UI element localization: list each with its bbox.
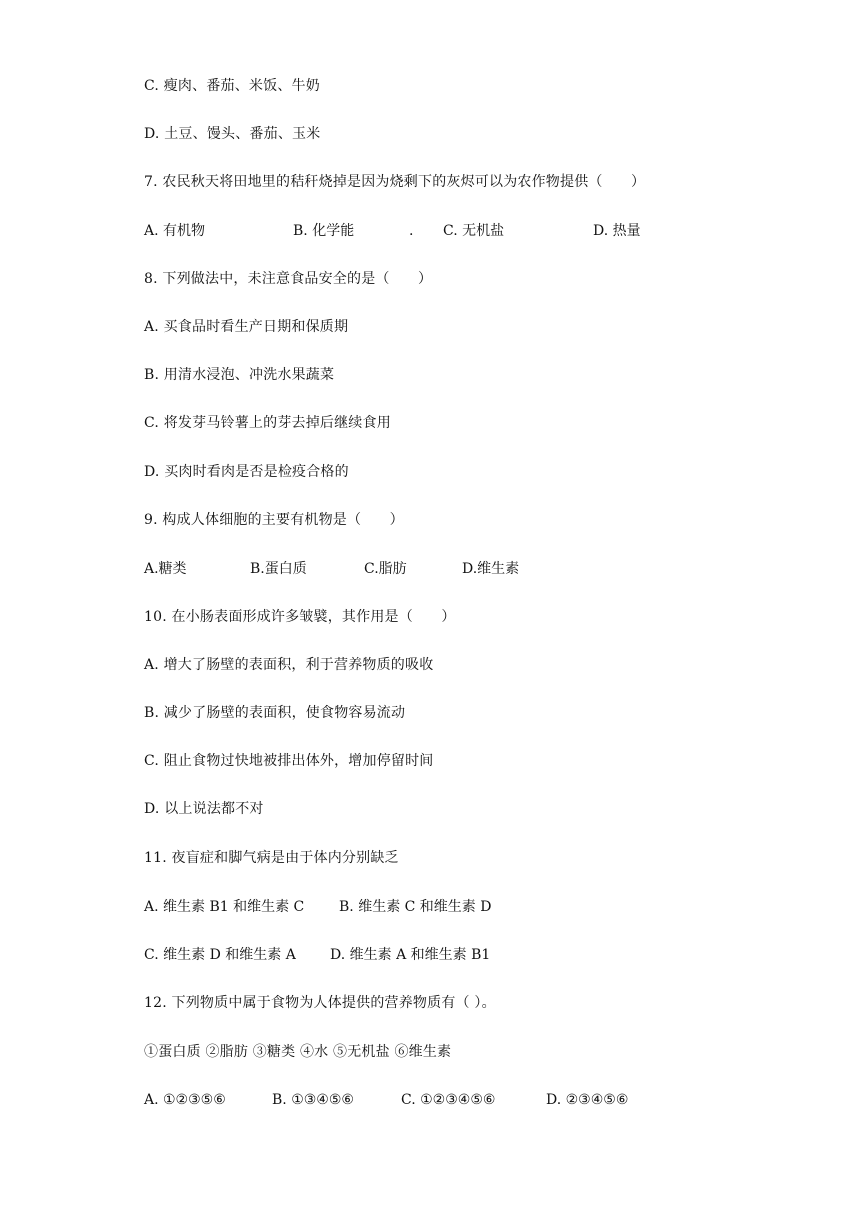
q6-option-d: D. 土豆、馒头、番茄、玉米: [144, 126, 321, 142]
q9-option-d: D.维生素: [462, 561, 520, 577]
q8-option-b: B. 用清水浸泡、冲洗水果蔬菜: [144, 367, 335, 383]
question-7: 7. 农民秋天将田地里的秸秆烧掉是因为烧剩下的灰烬可以为农作物提供（ ）: [144, 174, 646, 190]
q11-option-a: A. 维生素 B1 和维生素 C: [144, 899, 305, 915]
q8-option-d: D. 买肉时看肉是否是检疫合格的: [144, 464, 349, 480]
q11-option-c: C. 维生素 D 和维生素 A: [144, 947, 296, 963]
q10-option-d: D. 以上说法都不对: [144, 801, 264, 817]
q9-option-b: B.蛋白质: [250, 561, 307, 577]
question-9: 9. 构成人体细胞的主要有机物是（ ）: [144, 512, 404, 528]
q12-option-b: B. ①③④⑤⑥: [272, 1092, 354, 1108]
q7-dot: .: [409, 223, 414, 239]
q8-option-c: C. 将发芽马铃薯上的芽去掉后继续食用: [144, 415, 391, 431]
question-11: 11. 夜盲症和脚气病是由于体内分别缺乏: [144, 850, 399, 866]
q6-option-c: C. 瘦肉、番茄、米饭、牛奶: [144, 78, 320, 94]
q9-option-a: A.糖类: [144, 561, 187, 577]
q11-option-b: B. 维生素 C 和维生素 D: [339, 899, 492, 915]
q7-option-b: B. 化学能: [293, 223, 355, 239]
q12-nutrient-list: ①蛋白质 ②脂肪 ③糖类 ④水 ⑤无机盐 ⑥维生素: [144, 1044, 452, 1060]
q7-option-a: A. 有机物: [144, 223, 206, 239]
question-10: 10. 在小肠表面形成许多皱襞，其作用是（ ）: [144, 609, 456, 625]
q9-option-c: C.脂肪: [364, 561, 407, 577]
q7-option-d: D. 热量: [593, 223, 641, 239]
q11-option-d: D. 维生素 A 和维生素 B1: [330, 947, 491, 963]
q8-option-a: A. 买食品时看生产日期和保质期: [144, 319, 349, 335]
q7-option-c: C. 无机盐: [443, 223, 505, 239]
question-8: 8. 下列做法中，未注意食品安全的是（ ）: [144, 271, 433, 287]
q10-option-c: C. 阻止食物过快地被排出体外，增加停留时间: [144, 753, 434, 769]
q10-option-b: B. 减少了肠壁的表面积，使食物容易流动: [144, 705, 406, 721]
q12-option-c: C. ①②③④⑤⑥: [401, 1092, 496, 1108]
q12-option-d: D. ②③④⑤⑥: [546, 1092, 629, 1108]
question-12: 12. 下列物质中属于食物为人体提供的营养物质有（ ）。: [144, 995, 496, 1011]
q12-option-a: A. ①②③⑤⑥: [144, 1092, 226, 1108]
q10-option-a: A. 增大了肠壁的表面积，利于营养物质的吸收: [144, 657, 434, 673]
